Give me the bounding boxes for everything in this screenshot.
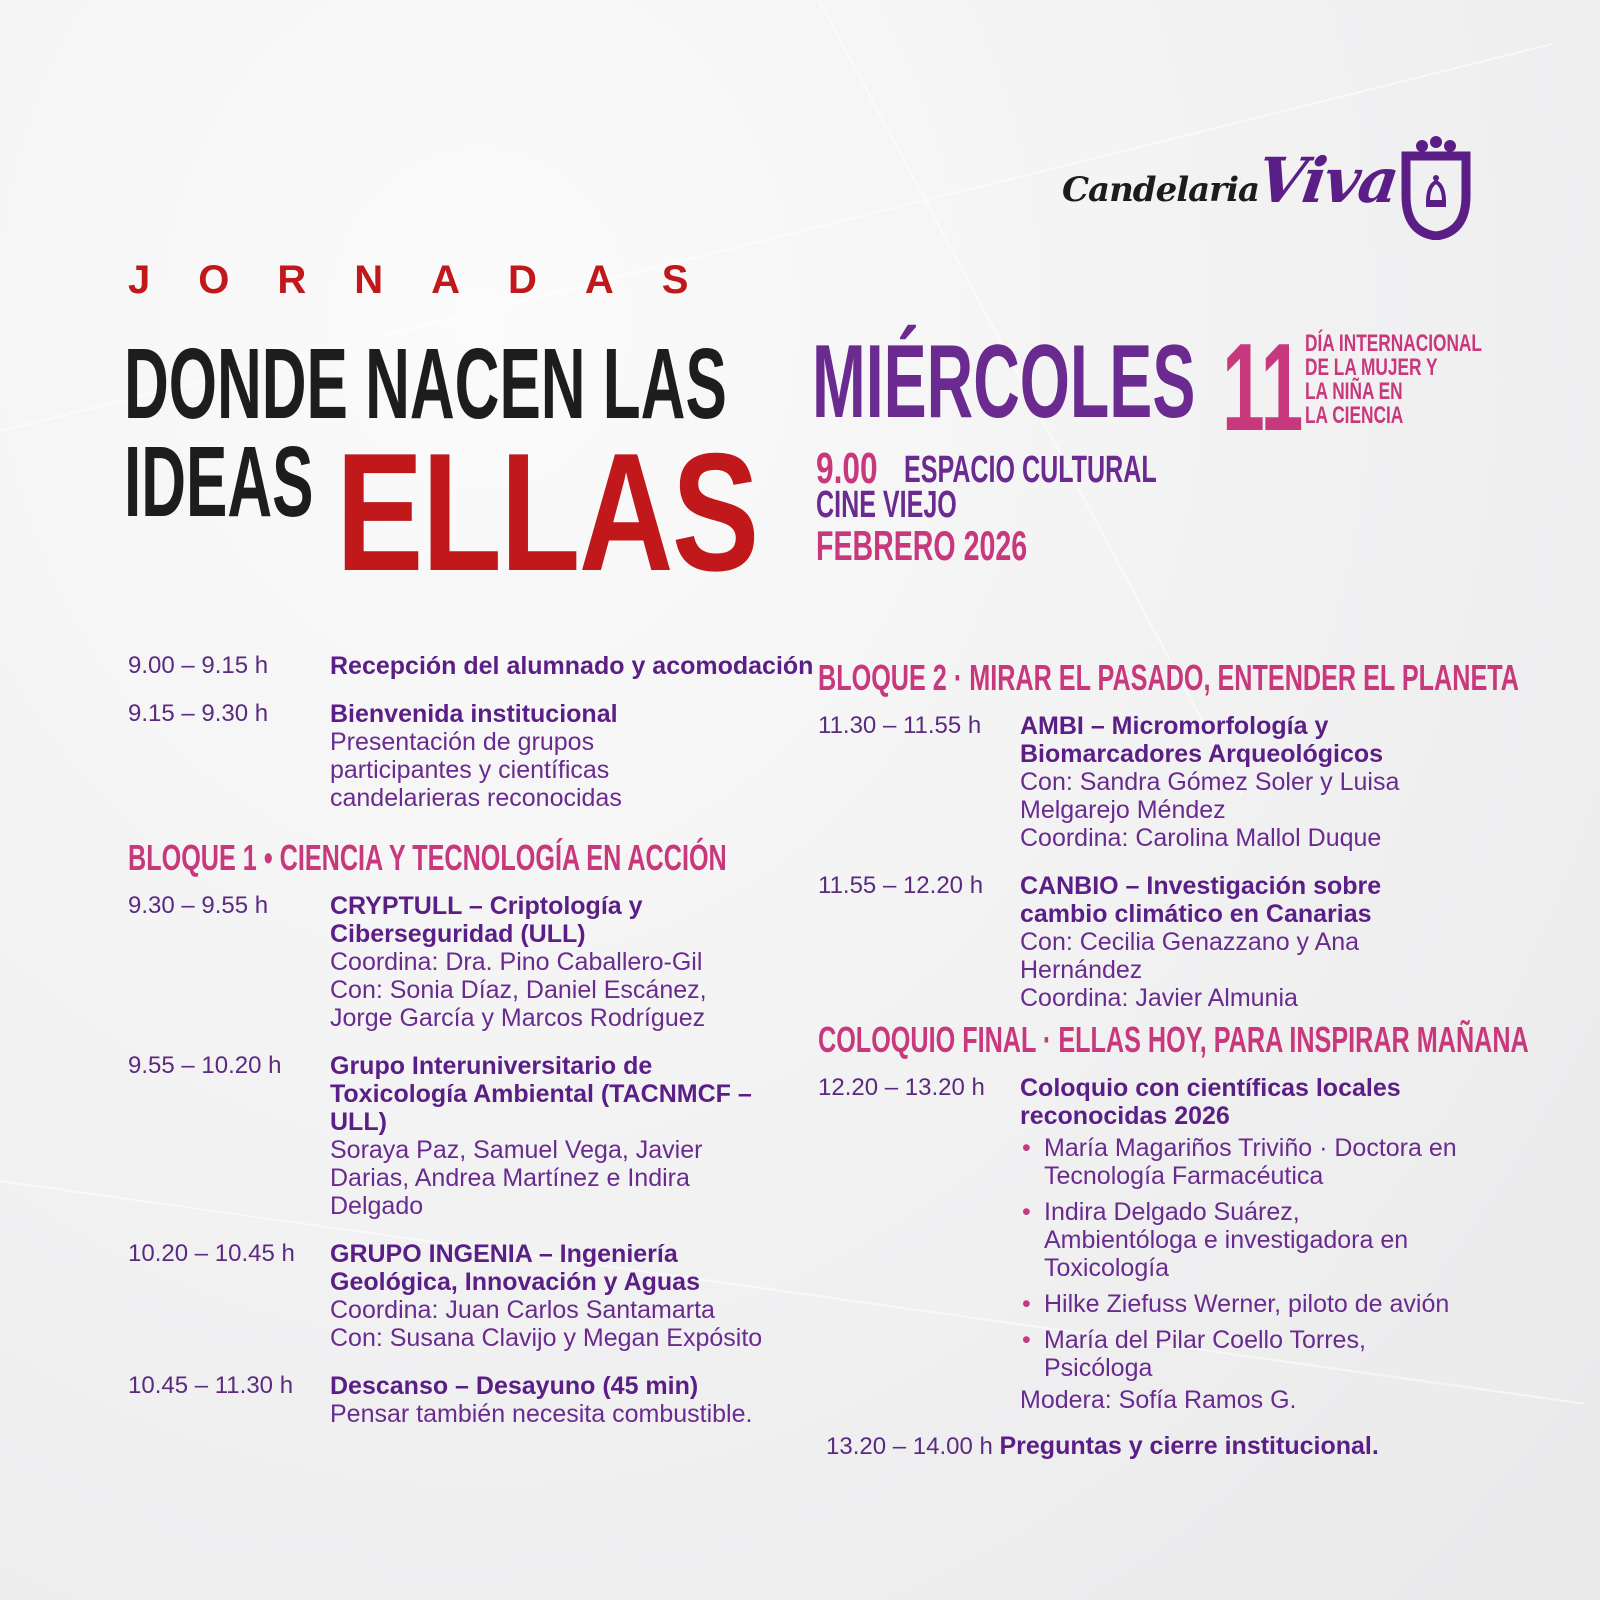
event-weekday: MIÉRCOLES (812, 324, 1196, 440)
international-day-label (1305, 332, 1482, 428)
program-item (128, 1240, 848, 1352)
item-title: AMBI – Micromorfología y Biomarcadores Arqueológicos (1020, 712, 1384, 768)
item-time: 11.55 – 12.20 h (818, 872, 984, 899)
item-title: Coloquio con científicas locales reconocidas 2026 (1020, 1074, 1401, 1130)
closing-time: 13.20 – 14.00 h (826, 1433, 993, 1460)
logo-text: Candelaria (1062, 170, 1260, 210)
item-time: 12.20 – 13.20 h (818, 1074, 985, 1101)
item-detail: Presentación de grupos participantes y científicas candelarieras reconocidas (330, 728, 622, 812)
intl-line: LA CIENCIA (1305, 402, 1404, 429)
intl-line: DE LA MUJER Y (1305, 354, 1438, 381)
program-left-column (128, 652, 848, 1448)
intl-line: DÍA INTERNACIONAL (1305, 330, 1482, 357)
event-start-time: 9.00 (816, 444, 878, 493)
event-day-number: 11 (1222, 319, 1304, 457)
venue-line-1: ESPACIO CULTURAL (904, 449, 1157, 491)
moderator: Modera: Sofía Ramos G. (1020, 1386, 1297, 1414)
item-title: Bienvenida institucional (330, 700, 618, 728)
item-title: CRYPTULL – Criptología y Ciberseguridad (ULL) (330, 892, 643, 948)
bloque-2-heading: BLOQUE 2 · MIRAR EL PASADO, ENTENDER EL PLANETA (818, 657, 1519, 698)
program-item (128, 652, 848, 680)
item-time: 9.30 – 9.55 h (128, 892, 269, 919)
item-detail: Coordina: Carolina Mallol Duque (1020, 824, 1382, 852)
speaker-item: • María Magariños Triviño · Doctora en Tecnología Farmacéutica (1020, 1134, 1464, 1190)
item-title: Recepción del alumnado y acomodación (330, 652, 814, 680)
item-detail: Con: Cecilia Genazzano y Ana Hernández (1020, 928, 1360, 984)
closing-title: Preguntas y cierre institucional. (999, 1432, 1379, 1460)
title-line-1: DONDE NACEN LAS (124, 328, 727, 440)
program-item (818, 872, 1538, 1012)
event-month-year: FEBRERO 2026 (816, 522, 1028, 569)
speaker-item: • Indira Delgado Suárez, Ambientóloga e investigadora en Toxicología (1020, 1198, 1454, 1282)
item-title: GRUPO INGENIA – Ingeniería Geológica, Innovación y Aguas (330, 1240, 700, 1296)
closing-item (826, 1432, 1379, 1461)
coloquio-heading: COLOQUIO FINAL · ELLAS HOY, PARA INSPIRAR MAÑANA (818, 1019, 1529, 1060)
program-item (818, 1074, 1538, 1414)
program-right-column (818, 652, 1538, 1434)
bloque-1-heading: BLOQUE 1 • CIENCIA Y TECNOLOGÍA EN ACCIÓN (128, 837, 727, 878)
item-title: Descanso – Desayuno (45 min) (330, 1372, 699, 1400)
speaker-list (1020, 1134, 1538, 1382)
program-item (818, 712, 1538, 852)
speaker-item: • María del Pilar Coello Torres, Psicóloga (1020, 1326, 1424, 1382)
item-detail: Coordina: Dra. Pino Caballero-Gil (330, 948, 703, 976)
item-time: 9.15 – 9.30 h (128, 700, 269, 727)
item-title: CANBIO – Investigación sobre cambio climático en Canarias (1020, 872, 1382, 928)
item-detail: Con: Sonia Díaz, Daniel Escánez, Jorge García y Marcos Rodríguez (330, 976, 707, 1032)
candelaria-viva-logo (1062, 136, 1472, 246)
item-detail: Coordina: Javier Almunia (1020, 984, 1298, 1012)
program-item (128, 1372, 848, 1428)
item-time: 10.20 – 10.45 h (128, 1240, 295, 1267)
item-detail: Con: Sandra Gómez Soler y Luisa Melgarejo Méndez (1020, 768, 1400, 824)
program-item (128, 1052, 848, 1220)
item-time: 10.45 – 11.30 h (128, 1372, 294, 1399)
title-line-2: IDEAS (124, 426, 314, 538)
logo-accent: Viva (1252, 144, 1402, 217)
intl-line: LA NIÑA EN (1305, 378, 1403, 405)
item-time: 9.55 – 10.20 h (128, 1052, 282, 1079)
kicker-jornadas: JORNADAS (128, 258, 737, 302)
item-detail: Con: Susana Clavijo y Megan Expósito (330, 1324, 763, 1352)
item-detail: Soraya Paz, Samuel Vega, Javier Darias, Andrea Martínez e Indira Delgado (330, 1136, 703, 1220)
municipal-shield-icon (1400, 136, 1472, 240)
item-detail: Pensar también necesita combustible. (330, 1400, 753, 1428)
program-item (128, 892, 848, 1032)
program-item (128, 700, 848, 812)
item-title: Grupo Interuniversitario de Toxicología Ambiental (TACNMCF – ULL) (330, 1052, 752, 1136)
item-time: 11.30 – 11.55 h (818, 712, 982, 739)
speaker-item: • Hilke Ziefuss Werner, piloto de avión (1020, 1290, 1538, 1318)
title-accent-ellas: ELLAS (336, 418, 758, 606)
venue-line-2: CINE VIEJO (816, 484, 957, 526)
item-detail: Coordina: Juan Carlos Santamarta (330, 1296, 715, 1324)
item-time: 9.00 – 9.15 h (128, 652, 269, 679)
